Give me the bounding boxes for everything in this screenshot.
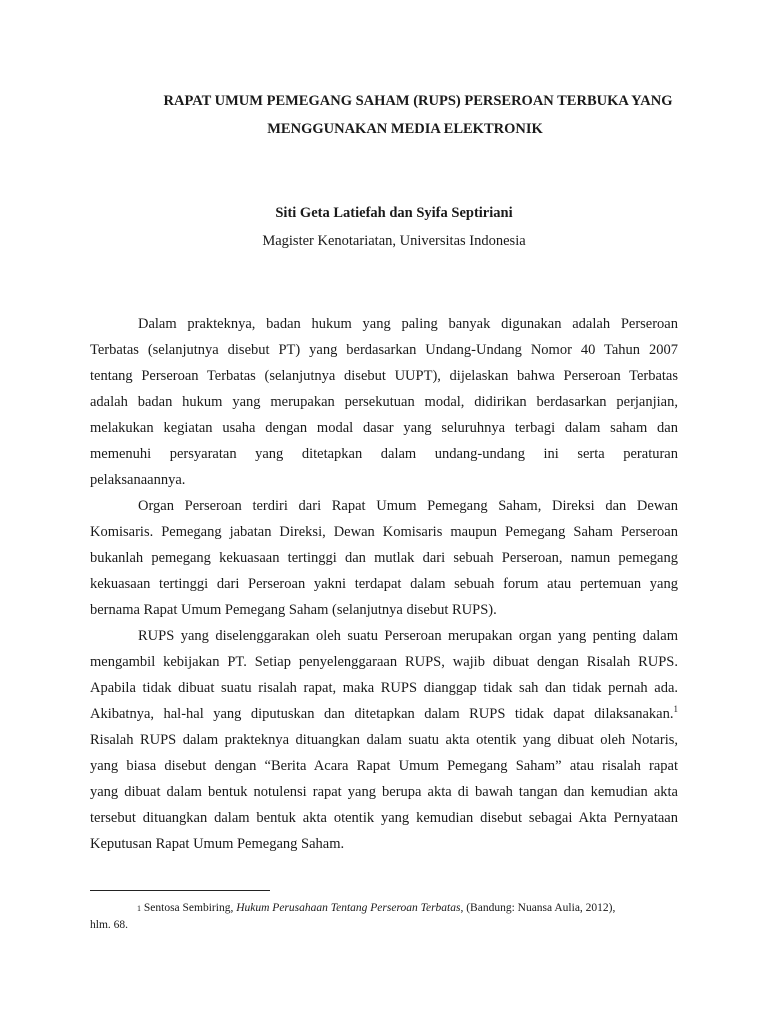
body-line: Risalah RUPS dalam prakteknya dituangkan dalam suatu akta otentik yang dibuat oleh Notaris,: [90, 732, 678, 748]
body-line: bukanlah pemegang kekuasaan tertinggi dan mutlak dari sebuah Perseroan, namun pemegang: [90, 550, 678, 566]
body-line: Keputusan Rapat Umum Pemegang Saham.: [90, 836, 345, 852]
body-line: yang dibuat dalam bentuk notulensi rapat yang berupa akta di bawah tangan dan kemudian akta: [90, 784, 678, 800]
body-line: tersebut dituangkan dalam bentuk akta otentik yang kemudian disebut sebagai Akta Pernyataan: [90, 810, 678, 826]
footnote-line-1: [90, 900, 678, 917]
body-line: memenuhi persyaratan yang ditetapkan dalam undang-undang ini serta peraturan: [90, 446, 678, 462]
body-line: Terbatas (selanjutnya disebut PT) yang berdasarkan Undang-Undang Nomor 40 Tahun 2007: [90, 342, 678, 358]
body-line: pelaksanaannya.: [90, 472, 186, 488]
body-line: RUPS yang diselenggarakan oleh suatu Perseroan merupakan organ yang penting dalam: [138, 628, 678, 644]
footnote-number: 1: [137, 904, 141, 913]
body-line: Apabila tidak dibuat suatu risalah rapat, maka RUPS dianggap tidak sah dan tidak pernah ada.: [90, 680, 678, 696]
body-line: Dalam prakteknya, badan hukum yang paling banyak digunakan adalah Perseroan: [138, 316, 678, 332]
body-line-with-footnote: [90, 705, 678, 731]
body-line: tentang Perseroan Terbatas (selanjutnya disebut UUPT), dijelaskan bahwa Perseroan Terbatas: [90, 368, 678, 384]
body-line: Organ Perseroan terdiri dari Rapat Umum Pemegang Saham, Direksi dan Dewan: [138, 498, 678, 514]
footnote-book-title: Hukum Perusahaan Tentang Perseroan Terbatas: [236, 902, 461, 914]
body-line-text: Akibatnya, hal-hal yang diputuskan dan ditetapkan dalam RUPS tidak dapat dilaksanakan.: [90, 706, 674, 722]
body-text: [90, 315, 678, 861]
paper-title-line-1: RAPAT UMUM PEMEGANG SAHAM (RUPS) PERSEROAN TERBUKA YANG: [163, 93, 673, 109]
body-line: mengambil kebijakan PT. Setiap penyelenggaraan RUPS, wajib dibuat dengan Risalah RUPS.: [90, 654, 678, 670]
body-line: bernama Rapat Umum Pemegang Saham (selanjutnya disebut RUPS).: [90, 602, 497, 618]
authors: Siti Geta Latiefah dan Syifa Septiriani: [275, 205, 513, 221]
paper-title-line-2: MENGGUNAKAN MEDIA ELEKTRONIK: [267, 121, 543, 137]
body-line: yang biasa disebut dengan “Berita Acara Rapat Umum Pemegang Saham” atau risalah rapat: [90, 758, 678, 774]
footnote-publication: , (Bandung: Nuansa Aulia, 2012),: [460, 902, 616, 914]
footnote: [90, 900, 678, 934]
footnote-pages: hlm. 68.: [90, 919, 129, 931]
affiliation: Magister Kenotariatan, Universitas Indonesia: [262, 233, 526, 249]
footnote-separator: [90, 890, 270, 891]
body-line: kekuasaan tertinggi dari Perseroan yakni terdapat dalam sebuah forum atau pertemuan yang: [90, 576, 678, 592]
body-line: melakukan kegiatan usaha dengan modal dasar yang seluruhnya terbagi dalam saham dan: [90, 420, 678, 436]
footnote-author: Sentosa Sembiring,: [143, 902, 234, 914]
body-line: Komisaris. Pemegang jabatan Direksi, Dewan Komisaris maupun Pemegang Saham Perseroan: [90, 524, 678, 540]
footnote-reference[interactable]: 1: [673, 704, 678, 714]
body-line: adalah badan hukum yang merupakan persekutuan modal, didirikan berdasarkan perjanjian,: [90, 394, 678, 410]
